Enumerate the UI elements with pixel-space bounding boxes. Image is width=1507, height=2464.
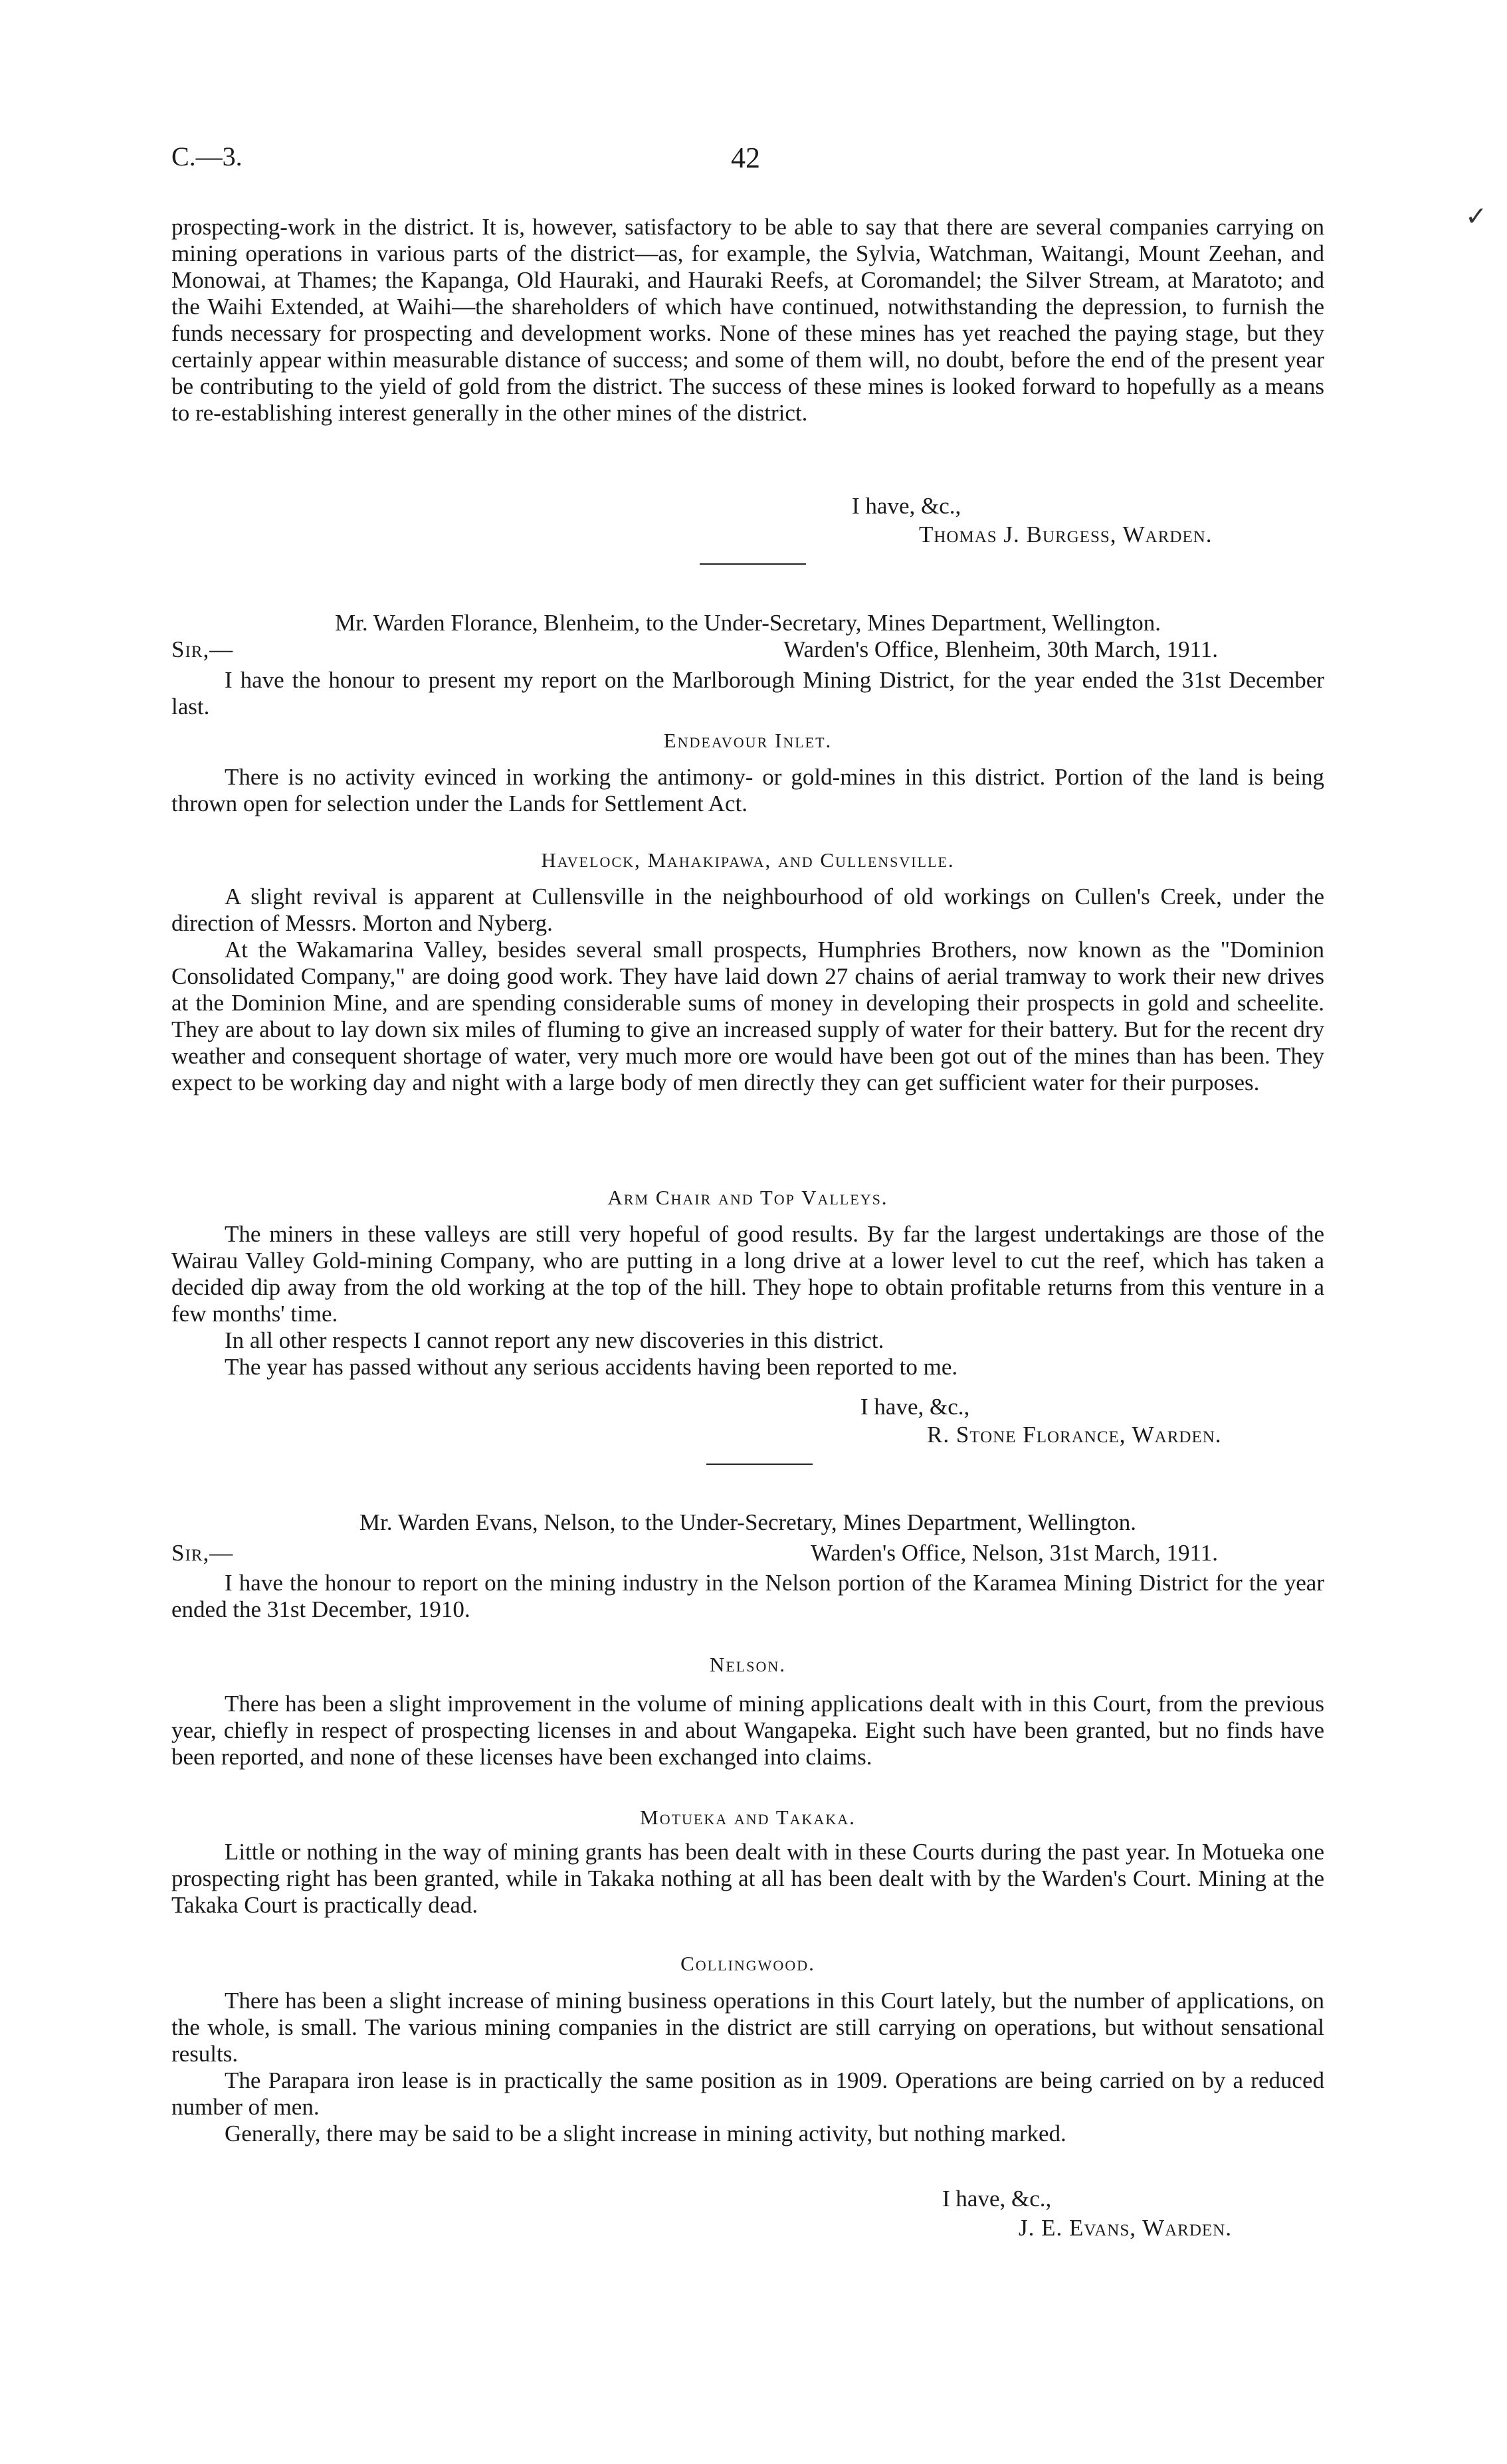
florance-p6: The year has passed without any serious accidents having been reported to me. [225,1354,958,1380]
florance-intro: I have the honour to present my report on the Marlborough Mining District, for the year ended the 31st December last. [171,667,1324,719]
florance-p5: In all other respects I cannot report any new discoveries in this district. [225,1327,884,1353]
evans-closing: I have, &c., [942,2186,1052,2212]
evans-address-block [171,1509,1324,1566]
florance-office: Warden's Office, Blenheim, 30th March, 1911. [783,636,1218,662]
evans-p5: Generally, there may be said to be a slight increase in mining activity, but nothing marked. [225,2121,1066,2146]
florance-closing: I have, &c., [860,1394,970,1420]
heading-nelson: Nelson. [709,1653,787,1676]
florance-address: Mr. Warden Florance, Blenheim, to the Under-Secretary, Mines Department, Wellington. [335,610,1161,636]
florance-intro-block [171,667,1324,720]
document-reference: C.—3. [171,142,243,171]
florance-p1: There is no activity evinced in working the antimony- or gold-mines in this district. Portion of the land is being thrown open for selection under the Lands for Settlement Act. [171,764,1324,816]
evans-office: Warden's Office, Nelson, 31st March, 1911. [811,1540,1218,1566]
florance-p3: At the Wakamarina Valley, besides several small prospects, Humphries Brothers, now known as the "Dominion Consolidated Company," are doing good work. They have laid down 27 chains of aerial tramway to work their new drives at the Dominion Mine, and are spending considerable sums of money in developing their prospects in gold and scheelite. They are about to lay down six miles of fluming to give an increased supply of water for their battery. But for the recent dry weather and consequent shortage of water, very much more ore would have been got out of the mines than has been. They expect to be working day and night with a large body of men directly they can get sufficient water for their purposes. [171,937,1324,1095]
evans-p4: The Parapara iron lease is in practically the same position as in 1909. Operations are being carried on by a reduced number of men. [171,2067,1324,2120]
burgess-signature: Thomas J. Burgess, Warden. [919,521,1213,547]
heading-arm-chair: Arm Chair and Top Valleys. [607,1186,888,1209]
florance-signature: R. Stone Florance, Warden. [927,1422,1222,1448]
florance-address-block [171,610,1324,663]
evans-p2: Little or nothing in the way of mining grants has been dealt with in these Courts during the past year. In Motueka one prospecting right has been granted, while in Takaka nothing at all has been dealt with by the Warden's Court. Mining at the Takaka Court is practically dead. [171,1839,1324,1918]
evans-motueka-block [171,1839,1324,1919]
section-divider [700,563,806,565]
heading-motueka-takaka: Motueka and Takaka. [640,1806,856,1829]
florance-armchair-block [171,1221,1324,1380]
evans-p1: There has been a slight improvement in the volume of mining applications dealt with in this Court, from the previous year, chiefly in respect of prospecting licenses in and about Wangapeka. Eight such have been granted, but no finds have been reported, and none of these licenses have been exchanged into claims. [171,1691,1324,1770]
heading-endeavour-inlet: Endeavour Inlet. [663,729,833,752]
florance-salutation: Sir,— [171,636,234,662]
page-number: 42 [731,142,760,174]
heading-havelock: Havelock, Mahakipawa, and Cullensville. [541,848,955,872]
evans-p3: There has been a slight increase of mining business operations in this Court lately, but the number of applications, on the whole, is small. The various mining companies in the district are still carrying on operations, but without sensational results. [171,1988,1324,2067]
evans-nelson-block [171,1691,1324,1770]
burgess-closing: I have, &c., [852,493,961,519]
evans-intro: I have the honour to report on the mining industry in the Nelson portion of the Karamea Mining District for the year ended the 31st December, 1910. [171,1570,1324,1622]
evans-collingwood-block [171,1988,1324,2147]
florance-p2: A slight revival is apparent at Cullensville in the neighbourhood of old workings on Cullen's Creek, under the direction of Messrs. Morton and Nyberg. [171,884,1324,936]
florance-p4: The miners in these valleys are still very hopeful of good results. By far the largest undertakings are those of the Wairau Valley Gold-mining Company, who are putting in a long drive at a lower level to cut the reef, which has taken a decided dip away from the old working at the top of the hill. They hope to obtain profitable returns from this venture in a few months' time. [171,1221,1324,1327]
margin-mark-icon: ✓ [1465,201,1488,231]
evans-intro-block [171,1570,1324,1623]
burgess-report-paragraph [171,214,1324,426]
evans-signature: J. E. Evans, Warden. [1019,2215,1232,2241]
heading-collingwood: Collingwood. [680,1952,815,1975]
burgess-paragraph: prospecting-work in the district. It is, however, satisfactory to be able to say that there are several companies carrying on mining operations in various parts of the district—as, for example, the Sylvia, Watchman, Waitangi, Mount Zeehan, and Monowai, at Thames; the Kapanga, Old Hauraki, and Hauraki Reefs, at Coromandel; the Silver Stream, at Maratoto; and the Waihi Extended, at Waihi—the shareholders of which have continued, notwithstanding the depression, to furnish the funds necessary for prospecting and development works. None of these mines has yet reached the paying stage, but they certainly appear within measurable distance of success; and some of them will, no doubt, before the end of the present year be contributing to the yield of gold from the district. The success of these mines is looked forward to hopefully as a means to re-establishing interest generally in the other mines of the district. [171,214,1324,426]
section-divider [706,1464,813,1465]
evans-address: Mr. Warden Evans, Nelson, to the Under-Secretary, Mines Department, Wellington. [359,1509,1137,1535]
evans-salutation: Sir,— [171,1540,234,1566]
florance-havelock-block [171,884,1324,1096]
florance-endeavour-block [171,764,1324,817]
